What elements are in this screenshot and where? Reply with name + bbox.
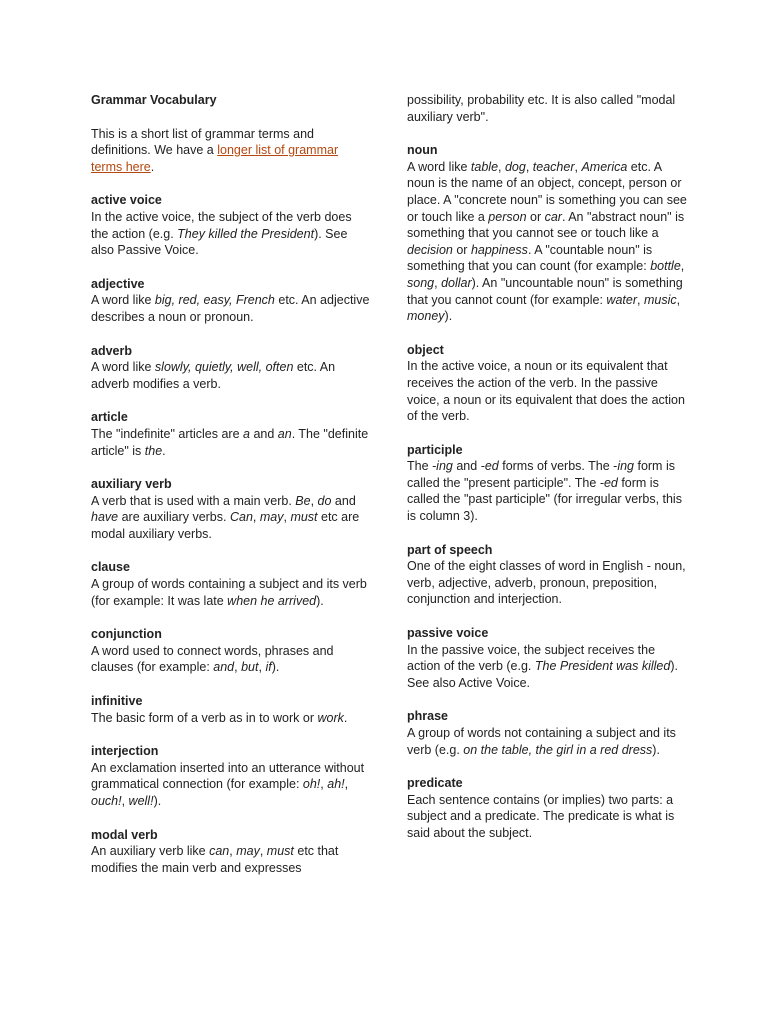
example-text: a [243,426,250,441]
glossary-term: interjection [91,744,159,759]
example-text: car [544,209,562,224]
definition-text: , [259,844,267,859]
glossary-definition [407,725,687,758]
definition-text: , [234,660,242,675]
definition-text: , [637,292,644,307]
example-text: may [259,510,284,525]
example-text: can [209,844,230,859]
left-column [91,92,371,893]
glossary-definition [407,358,687,424]
definition-text: , [310,493,318,508]
example-text: The President was killed [534,659,671,674]
definition-text: ). [271,660,280,675]
definition-text: ). [444,309,453,324]
definition-text: , [574,159,582,174]
glossary-term: participle [407,442,463,457]
example-text: water [606,292,637,307]
glossary-entry [407,442,687,525]
glossary-entry [91,409,371,459]
definition-text: etc. An adjective describes a noun or pronoun. [91,293,370,324]
example-text: oh! [302,777,321,792]
example-text: money [407,309,445,324]
right-column [407,92,687,859]
definition-text: , [676,292,681,307]
grammar-terms-link[interactable]: longer list of grammar terms here [91,143,339,174]
glossary-term: noun [407,143,438,158]
definition-text: , [258,660,266,675]
glossary-entry [91,192,371,258]
definition-text: In the active voice, a noun or its equivalent that receives the action of the verb. In the passive voice, a noun or its equivalent that does the action of the verb. [407,359,685,424]
example-text: well! [128,794,154,808]
definition-text: . The "definite article" is [91,426,369,458]
definition-text: In the active voice, the subject of the verb does the action (e.g. [91,209,352,241]
definition-text: , [320,777,328,792]
example-text: bottle [650,259,681,274]
glossary-term: conjunction [91,627,162,642]
page-title: Grammar Vocabulary [91,93,217,107]
glossary-definition [91,292,371,325]
definition-text: , [252,510,260,525]
definition-text: . [343,710,348,725]
definition-text: The "indefinite" articles are [91,426,244,441]
definition-text: . An "abstract noun" is something that you cannot see or touch like a [407,209,685,241]
glossary-entry [91,343,371,393]
definition-text: The basic form of a verb as in to work or [91,710,318,725]
definition-text: , [680,259,685,274]
example-text: if [265,660,272,675]
example-text: have [91,510,119,525]
right-entry-list [407,142,687,841]
definition-text: ). See also Active Voice. [407,659,678,690]
glossary-definition [407,642,687,692]
example-text: Can [229,510,253,525]
definition-text: . A "countable noun" is something that you can count (for example: [407,242,653,274]
example-text: dollar [441,275,472,290]
definition-text: , [434,275,442,290]
example-text: happiness [470,242,528,257]
glossary-entry [91,276,371,326]
definition-text: In the passive voice, the subject receives the action of the verb (e.g. [407,642,656,674]
definition-text: Each sentence contains (or implies) two parts: a subject and a predicate. The predicate is what is said about the subject. [407,792,675,840]
example-text: when he arrived [227,593,317,608]
glossary-definition [91,643,371,676]
glossary-term: part of speech [407,542,493,557]
definition-text: ). An "uncountable noun" is something that you cannot count (for example: [407,275,683,307]
glossary-term: auxiliary verb [91,477,172,492]
glossary-term: predicate [407,776,463,791]
glossary-term: object [407,342,444,357]
glossary-entry [407,542,687,608]
definition-text: ). [316,593,324,608]
example-text: do [317,493,332,508]
definition-text: or [526,209,545,224]
example-text: dog [504,159,526,174]
definition-text: , [229,844,237,859]
glossary-term: modal verb [91,827,158,842]
glossary-term: infinitive [91,694,143,709]
definition-text: ). [652,742,660,757]
definition-text: A word like [91,360,155,375]
glossary-term: clause [91,560,130,575]
definition-text: etc. An adverb modifies a verb. [91,360,336,391]
glossary-term: passive voice [407,626,489,641]
glossary-definition [407,792,687,842]
example-text: -ing [432,459,453,474]
definition-text: and [249,426,278,441]
definition-text: etc are modal auxiliary verbs. [91,510,360,541]
definition-text: An auxiliary verb like [91,844,210,859]
example-text: America [581,159,628,174]
definition-text: A word like [91,293,155,308]
glossary-definition [91,710,371,727]
example-text: -ed [599,475,618,490]
definition-text: and [452,459,481,474]
example-text: song [407,275,435,290]
glossary-definition [91,493,371,543]
glossary-entry [91,559,371,609]
example-text: may [236,844,260,859]
glossary-definition [91,843,371,876]
example-text: slowly, quietly, well, often [154,360,294,375]
example-text: big, red, easy, French [154,293,275,308]
definition-text: are auxiliary verbs. [118,510,230,525]
definition-text: form is called the "past participle" (for irregular verbs, this is column 3). [407,475,682,524]
example-text: They killed the President [177,226,315,241]
glossary-definition [407,558,687,608]
glossary-entry [91,827,371,877]
glossary-entry [407,625,687,691]
intro-paragraph [91,126,371,176]
definition-text: or [452,242,471,257]
glossary-term: active voice [91,193,162,208]
definition-text: ). [153,794,162,808]
glossary-definition [91,576,371,609]
example-text: the [144,443,163,458]
glossary-entry [91,743,371,809]
example-text: person [488,209,527,224]
modal-verb-continuation: possibility, probability etc. It is also called "modal auxiliary verb". [407,93,676,124]
example-text: ah! [327,777,345,792]
definition-text: form is called the "present participle". The [407,459,675,490]
example-text: must [290,510,318,525]
glossary-definition [91,359,371,392]
definition-text: The [407,459,433,474]
example-text: an [277,426,292,441]
definition-text: etc. A noun is the name of an object, concept, person or place. A "concrete noun" is something you can see or touch like a [407,159,687,224]
definition-text: A word used to connect words, phrases and clauses (for example: [91,643,334,675]
example-text: -ed [480,459,499,474]
example-text: must [266,844,294,859]
example-text: table [470,159,499,174]
glossary-entry [407,142,687,325]
definition-text: A group of words containing a subject and its verb (for example: It was late [91,577,367,608]
glossary-definition [91,760,371,810]
example-text: teacher [532,159,575,174]
definition-text: , [344,777,349,792]
definition-text: forms of verbs. The - [498,459,618,474]
definition-text: and [331,493,356,508]
example-text: work [317,710,344,725]
example-text: decision [407,242,453,257]
glossary-term: adjective [91,276,145,291]
glossary-entry [91,693,371,726]
definition-text: , [498,159,505,174]
definition-text: An exclamation inserted into an utterance without grammatical connection (for example: [91,760,365,792]
example-text: on the table, the girl in a red dress [463,742,653,757]
glossary-definition [407,159,687,325]
definition-text: . [162,443,166,458]
definition-text: A word like [407,159,471,174]
example-text: ing [617,459,634,474]
glossary-term: adverb [91,343,132,358]
definition-text: ). See also Passive Voice. [91,226,348,258]
glossary-entry [91,626,371,676]
glossary-definition [91,209,371,259]
glossary-definition [91,426,371,459]
definition-text: A group of words not containing a subject and its verb (e.g. [407,726,676,757]
intro-end: . [150,159,155,174]
definition-text: , [121,794,129,808]
definition-text: A verb that is used with a main verb. [91,493,296,508]
definition-text: etc that modifies the main verb and expresses [91,844,339,875]
glossary-entry [407,775,687,841]
example-text: music [643,292,677,307]
definition-text: , [525,159,533,174]
glossary-entry [407,342,687,425]
definition-text: One of the eight classes of word in English - noun, verb, adjective, adverb, pronoun, preposition, conjunction and interjection. [407,559,686,607]
definition-text: , [283,510,291,525]
example-text: ouch! [91,794,122,808]
example-text: Be [295,493,311,508]
example-text: but [241,660,259,675]
example-text: and [213,660,235,675]
left-entry-list [91,192,371,876]
intro-text: This is a short list of grammar terms and definitions. We have a [91,126,314,158]
glossary-definition [407,458,687,524]
glossary-entry [91,476,371,542]
glossary-entry [407,708,687,758]
glossary-term: article [91,410,128,425]
glossary-term: phrase [407,709,448,724]
